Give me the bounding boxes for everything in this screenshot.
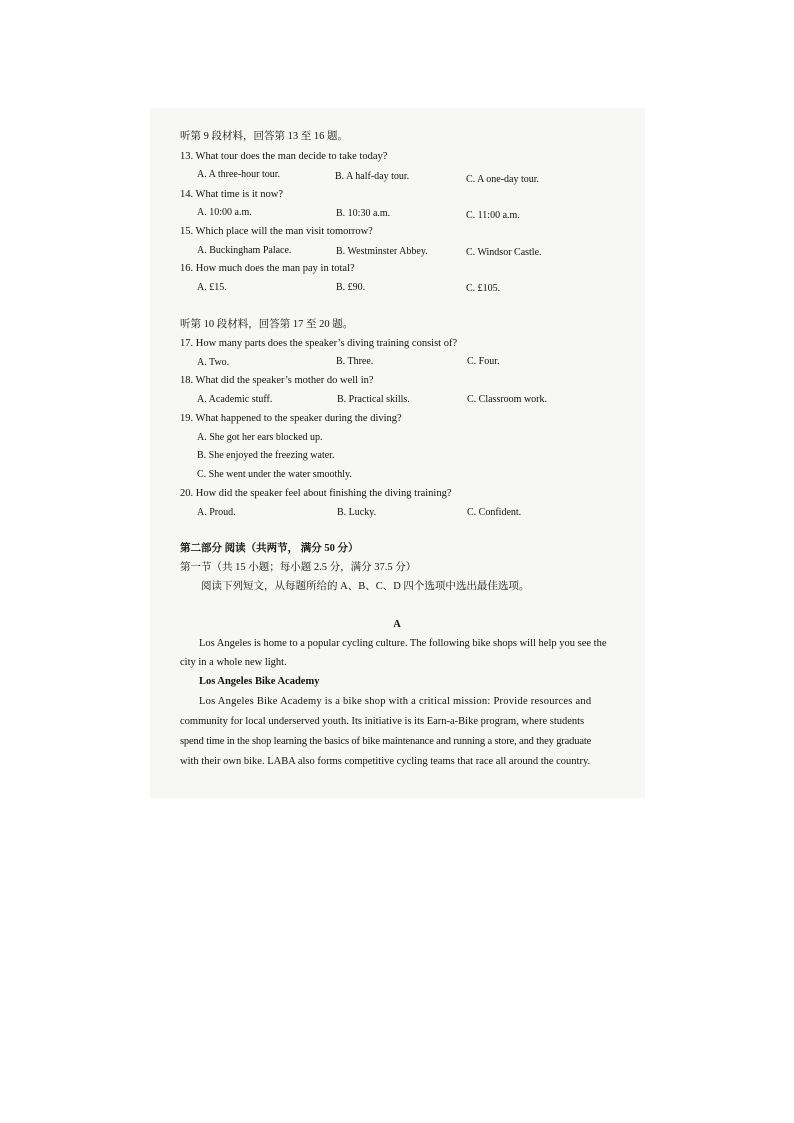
passage-paragraph-line-4: with their own bike. LABA also forms competitive cycling teams that race all around the country. <box>180 756 591 767</box>
option-13b: B. A half-day tour. <box>335 171 410 182</box>
option-15c: C. Windsor Castle. <box>466 247 542 258</box>
passage-paragraph-line-3: spend time in the shop learning the basics of bike maintenance and running a store, and they graduate <box>180 736 592 747</box>
option-17a: A. Two. <box>197 357 230 368</box>
passage-letter: A <box>393 619 401 630</box>
option-20a: A. Proud. <box>197 507 236 518</box>
passage-paragraph-line-1: Los Angeles Bike Academy is a bike shop with a critical mission: Provide resources and <box>199 696 592 707</box>
option-16a: A. £15. <box>197 282 227 293</box>
question-14: 14. What time is it now? <box>180 189 284 200</box>
option-15a: A. Buckingham Palace. <box>197 245 292 256</box>
section-1-info: 第一节（共 15 小题；每小题 2.5 分，满分 37.5 分） <box>180 562 417 573</box>
option-20c: C. Confident. <box>467 507 522 518</box>
question-17: 17. How many parts does the speaker’s diving training consist of? <box>180 338 458 349</box>
option-16c: C. £105. <box>466 283 501 294</box>
option-13a: A. A three-hour tour. <box>197 169 281 180</box>
option-19c: C. She went under the water smoothly. <box>197 469 352 480</box>
section-9-header: 听第 9 段材料，回答第 13 至 16 题。 <box>180 131 348 142</box>
option-17c: C. Four. <box>467 356 500 367</box>
option-14b: B. 10:30 a.m. <box>336 208 391 219</box>
section-10-header: 听第 10 段材料，回答第 17 至 20 题。 <box>180 319 354 330</box>
question-16: 16. How much does the man pay in total? <box>180 263 355 274</box>
option-19b: B. She enjoyed the freezing water. <box>197 450 335 461</box>
question-18: 18. What did the speaker’s mother do well in? <box>180 375 374 386</box>
option-16b: B. £90. <box>336 282 366 293</box>
option-18b: B. Practical skills. <box>337 394 410 405</box>
option-15b: B. Westminster Abbey. <box>336 246 428 257</box>
option-19a: A. She got her ears blocked up. <box>197 432 323 443</box>
question-20: 20. How did the speaker feel about finishing the diving training? <box>180 488 452 499</box>
part-2-title: 第二部分 阅读（共两节， 满分 50 分） <box>180 543 359 554</box>
passage-subheading: Los Angeles Bike Academy <box>199 676 320 687</box>
passage-intro-line-2: city in a whole new light. <box>180 657 287 668</box>
passage-paragraph-line-2: community for local underserved youth. Its initiative is its Earn-a-Bike program, where students <box>180 716 585 727</box>
option-14a: A. 10:00 a.m. <box>197 207 252 218</box>
option-14c: C. 11:00 a.m. <box>466 210 520 221</box>
option-20b: B. Lucky. <box>337 507 377 518</box>
question-15: 15. Which place will the man visit tomorrow? <box>180 226 373 237</box>
option-13c: C. A one-day tour. <box>466 174 540 185</box>
question-19: 19. What happened to the speaker during the diving? <box>180 413 402 424</box>
option-18c: C. Classroom work. <box>467 394 547 405</box>
option-18a: A. Academic stuff. <box>197 394 273 405</box>
reading-instruction: 阅读下列短文，从每题所给的 A、B、C、D 四个选项中选出最佳选项。 <box>201 581 530 592</box>
option-17b: B. Three. <box>336 356 374 367</box>
passage-intro-line-1: Los Angeles is home to a popular cycling culture. The following bike shops will help you see the <box>199 638 607 649</box>
question-13: 13. What tour does the man decide to take today? <box>180 151 388 162</box>
